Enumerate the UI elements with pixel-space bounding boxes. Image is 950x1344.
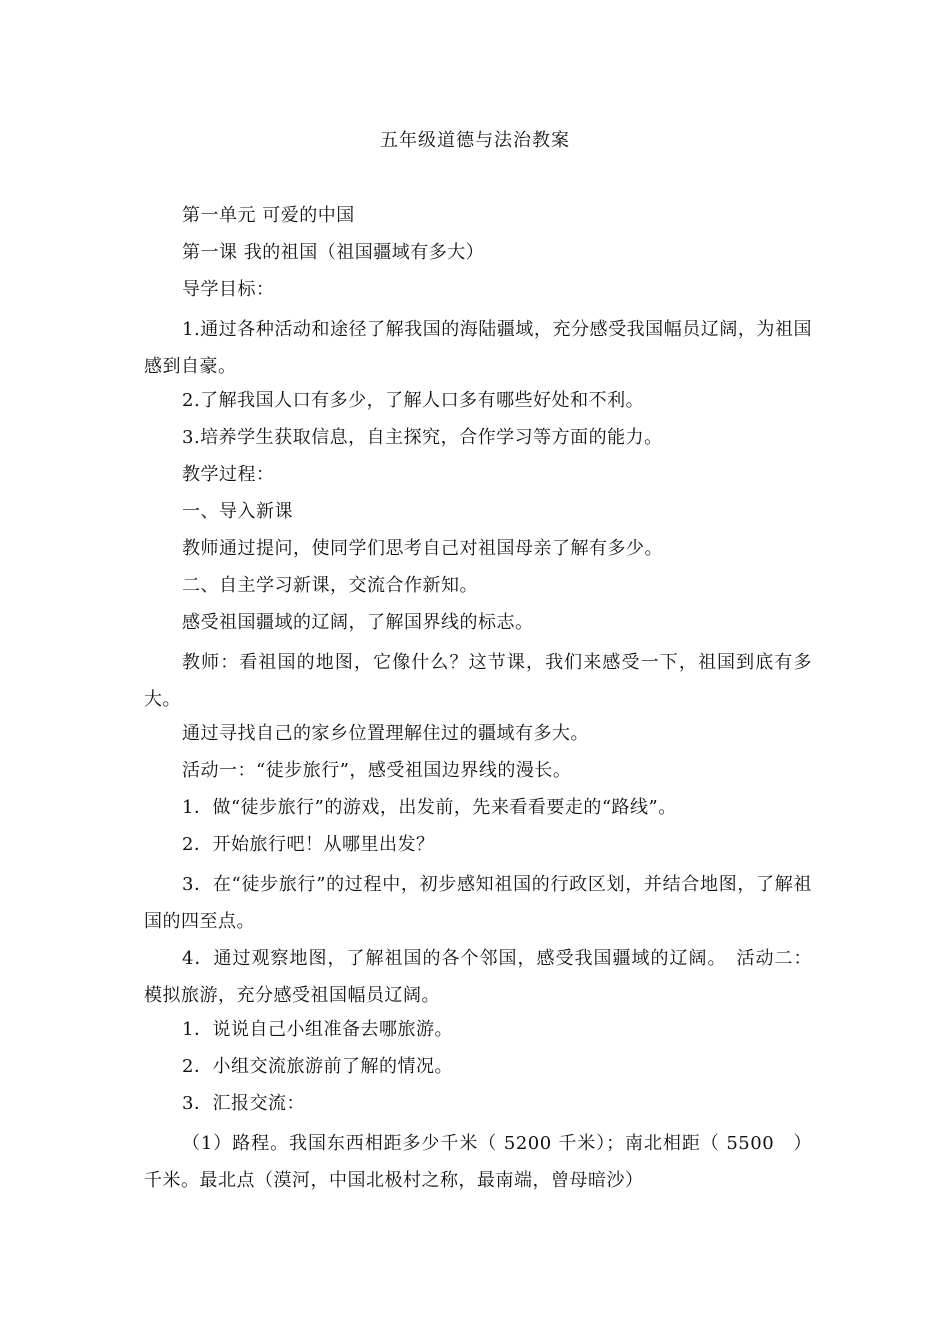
document-title: 五年级道德与法治教案 (380, 130, 570, 151)
lesson-heading: 第一课 我的祖国（祖国疆域有多大） (182, 242, 485, 263)
objective-1: 1.通过各种活动和途径了解我国的海陆疆域，充分感受我国幅员辽阔，为祖国感到自豪。 (144, 319, 812, 377)
list-item: 1．做“徒步旅行”的游戏，出发前，先来看看要走的“路线”。 (182, 797, 677, 818)
section-2-heading: 二、自主学习新课，交流合作新知。 (182, 575, 478, 596)
objective-2: 2.了解我国人口有多少，了解人口多有哪些好处和不利。 (182, 390, 645, 411)
unit-heading: 第一单元 可爱的中国 (182, 205, 355, 226)
list-item: 1．说说自己小组准备去哪旅游。 (182, 1019, 453, 1040)
paragraph: （1）路程。我国东西相距多少千米（ 5200 千米）；南北相距（ 5500 ）千米。最北点（漠河，中国北极村之称，最南端，曾母暗沙） (144, 1133, 812, 1191)
section-1-heading: 一、导入新课 (182, 501, 293, 522)
paragraph: 感受祖国疆域的辽阔，了解国界线的标志。 (182, 612, 534, 633)
activity-1-heading: 活动一：“徒步旅行”，感受祖国边界线的漫长。 (182, 760, 572, 781)
paragraph: 通过寻找自己的家乡位置理解住过的疆域有多大。 (182, 723, 589, 744)
list-item: 4．通过观察地图，了解祖国的各个邻国，感受我国疆域的辽阔。 活动二：模拟旅游，充分感受祖国幅员辽阔。 (144, 948, 812, 1006)
list-item: 2．开始旅行吧！从哪里出发？ (182, 834, 435, 855)
objectives-heading: 导学目标： (182, 279, 275, 300)
list-item: 3．在“徒步旅行”的过程中，初步感知祖国的行政区划，并结合地图，了解祖国的四至点。 (144, 874, 812, 932)
document-body (144, 200, 812, 1199)
paragraph: 教师通过提问，使同学们思考自己对祖国母亲了解有多少。 (182, 538, 663, 559)
objective-3: 3.培养学生获取信息，自主探究，合作学习等方面的能力。 (182, 427, 663, 448)
list-item: 2．小组交流旅游前了解的情况。 (182, 1056, 453, 1077)
paragraph: 教师：看祖国的地图，它像什么？这节课，我们来感受一下，祖国到底有多大。 (144, 652, 812, 710)
list-item: 3．汇报交流： (182, 1093, 305, 1114)
process-heading: 教学过程： (182, 464, 275, 485)
